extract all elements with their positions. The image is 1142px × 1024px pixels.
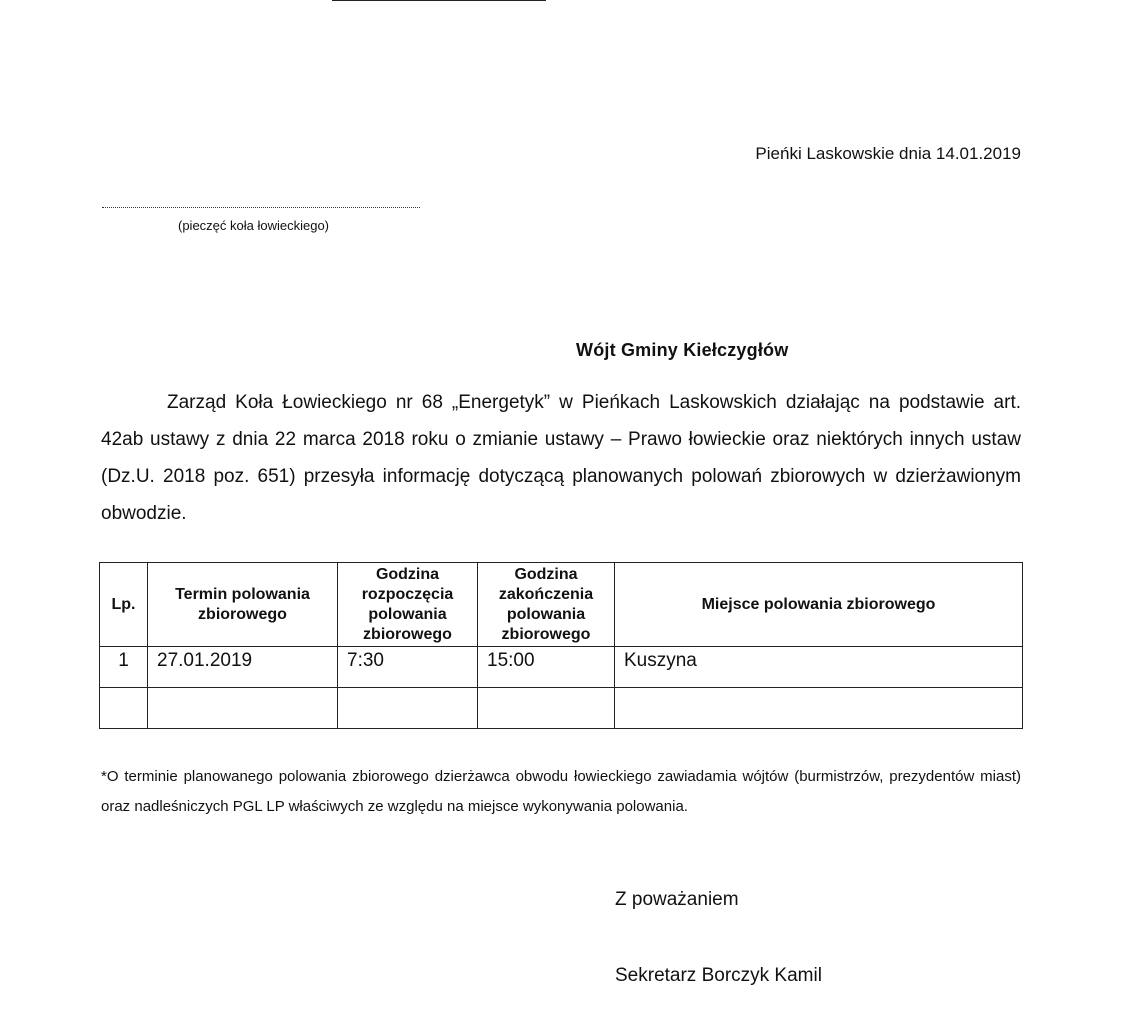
- cell-location: [615, 688, 1023, 729]
- stamp-dotted-line: [102, 207, 420, 208]
- top-rule-line: [332, 0, 546, 1]
- header-date: Termin polowania zbiorowego: [148, 563, 338, 647]
- stamp-label: (pieczęć koła łowieckiego): [178, 218, 330, 233]
- cell-start-time: [338, 688, 478, 729]
- cell-lp: [100, 688, 148, 729]
- cell-end-time: 15:00: [478, 647, 615, 688]
- recipient-heading: Wójt Gminy Kiełczygłów: [576, 340, 789, 360]
- body-paragraph: Zarząd Koła Łowieckiego nr 68 „Energetyk” w Pieńkach Laskowskich działając na podstawie art. 42ab ustawy z dnia 22 marca 2018 roku o zmianie ustawy – Prawo łowieckie oraz niektórych innych ustaw (Dz.U. 2018 poz. 651) przesyła informację dotyczącą planowanych polowań zbiorowych w dzierżawionym obwodzie.: [101, 392, 1021, 524]
- table-row: [100, 688, 1023, 729]
- header-location: Miejsce polowania zbiorowego: [615, 563, 1023, 647]
- cell-lp: 1: [100, 647, 148, 688]
- header-lp: Lp.: [100, 563, 148, 647]
- signature: Sekretarz Borczyk Kamil: [615, 965, 822, 986]
- cell-start-time: 7:30: [338, 647, 478, 688]
- header-end-time: Godzina zakończenia polowania zbiorowego: [478, 563, 615, 647]
- cell-date: [148, 688, 338, 729]
- hunts-table: [99, 562, 1023, 729]
- place-and-date: Pieńki Laskowskie dnia 14.01.2019: [755, 144, 1021, 163]
- cell-location: Kuszyna: [615, 647, 1023, 688]
- footnote: *O terminie planowanego polowania zbiorowego dzierżawca obwodu łowieckiego zawiadamia wójtów (burmistrzów, prezydentów miast) oraz nadleśniczych PGL LP właściwych ze względu na miejsce wykonywania polowania.: [101, 768, 1021, 815]
- cell-end-time: [478, 688, 615, 729]
- header-start-time: Godzina rozpoczęcia polowania zbiorowego: [338, 563, 478, 647]
- closing-phrase: Z poważaniem: [615, 889, 739, 910]
- table-header-row: [100, 563, 1023, 647]
- table-row: [100, 647, 1023, 688]
- cell-date: 27.01.2019: [148, 647, 338, 688]
